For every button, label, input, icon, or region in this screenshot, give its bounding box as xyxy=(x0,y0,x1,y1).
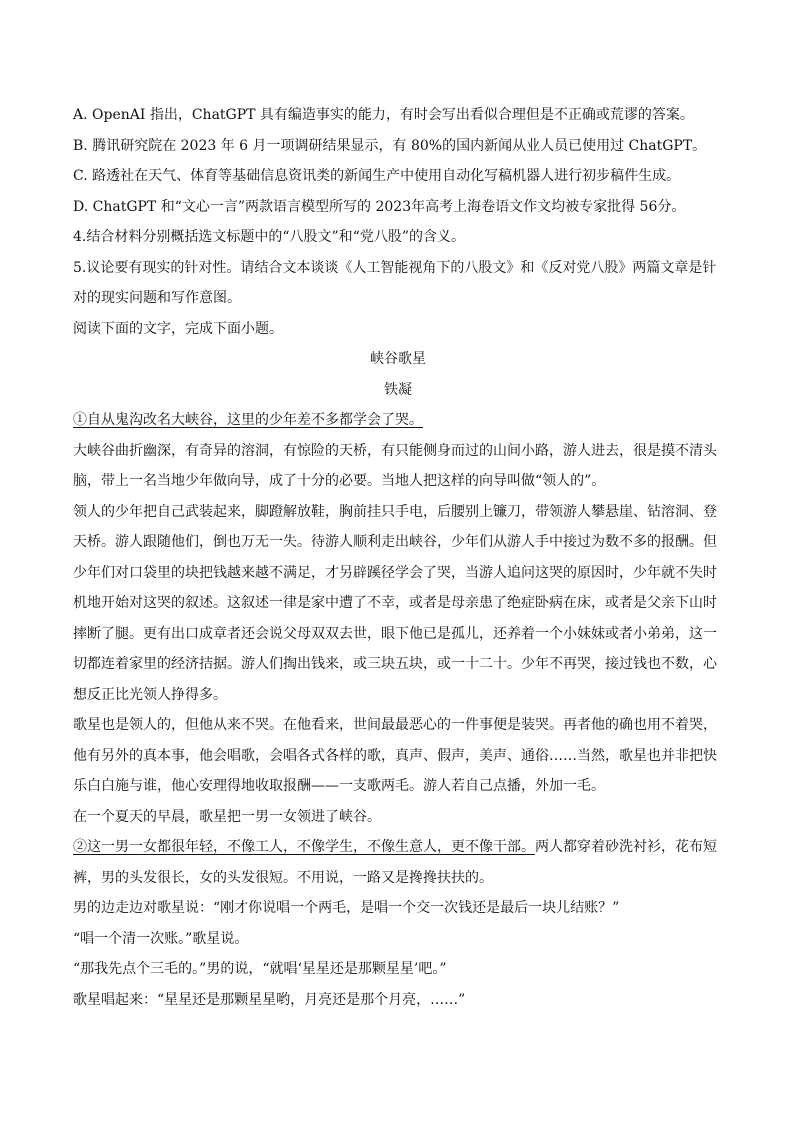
paragraph-line: 脑，带上一名当地少年做向导，成了十分的必要。当地人把这样的向导叫做“领人的”。 xyxy=(73,473,606,489)
paragraph-8: “唱一个清一次账。”歌星说。 xyxy=(73,930,249,947)
article-author: 铁凝 xyxy=(384,381,412,398)
paragraph-line: 大峡谷曲折幽深，有奇异的溶洞，有惊险的天桥，有只能侧身而过的山间小路，游人进去，很是摸不清头 xyxy=(73,442,717,459)
paragraph-line: 天桥。游人跟随他们，倒也万无一失。待游人顺利走出峡谷，少年们从游人手中接过为数不多的报酬。但 xyxy=(73,534,717,550)
paragraph-5: 在一个夏天的早晨，歌星把一男一女领进了峡谷。 xyxy=(73,808,381,825)
paragraph-9: “那我先点个三毛的。”男的说，“就唱‘星星还是那颗星星’吧。” xyxy=(73,961,447,977)
question-5-line-2: 对的现实问题和写作意图。 xyxy=(73,290,241,306)
paragraph-line: 想反正比光领人挣得多。 xyxy=(73,686,227,703)
sentence-rest: 两人都穿着砂洗衬衫，花布短 xyxy=(535,839,717,855)
paragraph-line: 歌星也是领人的，但他从来不哭。在他看来，世间最最恶心的一件事便是装哭。再者他的确也用不着哭， xyxy=(73,717,717,733)
question-5-line-1: 5.议论要有现实的针对性。请结合文本谈谈《人工智能视角下的八股文》和《反对党八股》两篇文章是针 xyxy=(73,259,717,276)
option-b: B. 腾讯研究院在 2023 年 6 月一项调研结果显示，有 80%的国内新闻从业人员已使用过 ChatGPT。 xyxy=(73,137,707,154)
option-c: C. 路透社在天气、体育等基础信息资讯类的新闻生产中使用自动化写稿机器人进行初步稿件生成。 xyxy=(73,168,681,184)
article-title: 峡谷歌星 xyxy=(370,351,426,367)
option-a: A. OpenAI 指出，ChatGPT 具有编造事实的能力，有时会写出看似合理但是不正确或荒谬的答案。 xyxy=(73,107,694,123)
paragraph-4 xyxy=(73,710,723,802)
document-page xyxy=(73,100,723,1015)
underlined-sentence: ②这一男一女都很年轻，不像工人，不像学生，不像生意人，更不像干部。 xyxy=(73,839,535,855)
option-d: D. ChatGPT 和“文心一言”两款语言模型所写的 2023年高考上海卷语文作文均被专家批得 56分。 xyxy=(73,198,686,215)
paragraph-line: 切都连着家里的经济拮据。游人们掏出钱来，或三块五块，或一十二十。少年不再哭，接过钱也不数，心 xyxy=(73,656,717,672)
paragraph-1: ①自从鬼沟改名大峡谷，这里的少年差不多都学会了哭。 xyxy=(73,412,423,428)
paragraph-line: 他有另外的真本事，他会唱歌，会唱各式各样的歌，真声、假声，美声、通俗……当然，歌星也并非把快 xyxy=(73,747,717,764)
paragraph-3 xyxy=(73,497,723,711)
paragraph-line: 裤，男的头发很长，女的头发很短。不用说，一路又是搀搀扶扶的。 xyxy=(73,869,493,886)
reading-instruction: 阅读下面的文字，完成下面小题。 xyxy=(73,320,283,337)
paragraph-6 xyxy=(73,832,723,893)
paragraph-line: 机地开始对这哭的叙述。这叙述一律是家中遭了不幸，或者是母亲患了绝症卧病在床，或者是父亲下山时 xyxy=(73,595,717,611)
paragraph-line: 摔断了腿。更有出口成章者还会说父母双双去世，眼下他已是孤儿，还养着一个小妹妹或者小弟弟，这一 xyxy=(73,625,717,642)
paragraph-2 xyxy=(73,436,723,497)
paragraph-line xyxy=(73,832,723,863)
paragraph-10: 歌星唱起来：“星星还是那颗星星哟，月亮还是那个月亮，……” xyxy=(73,991,466,1008)
question-4: 4.结合材料分别概括选文标题中的“八股文”和“党八股”的含义。 xyxy=(73,229,465,245)
paragraph-line: 领人的少年把自己武装起来，脚蹬解放鞋，胸前挂只手电，后腰别上镰刀，带领游人攀悬崖、钻溶洞、登 xyxy=(73,503,717,520)
paragraph-line: 少年们对口袋里的块把钱越来越不满足，才另辟蹊径学会了哭，当游人追问这哭的原因时，少年就不失时 xyxy=(73,564,717,581)
paragraph-line: 乐白白施与谁，他心安理得地收取报酬——一支歌两毛。游人若自己点播，外加一毛。 xyxy=(73,778,605,794)
paragraph-7: 男的边走边对歌星说：“刚才你说唱一个两毛，是唱一个交一次钱还是最后一块儿结账？” xyxy=(73,900,620,916)
